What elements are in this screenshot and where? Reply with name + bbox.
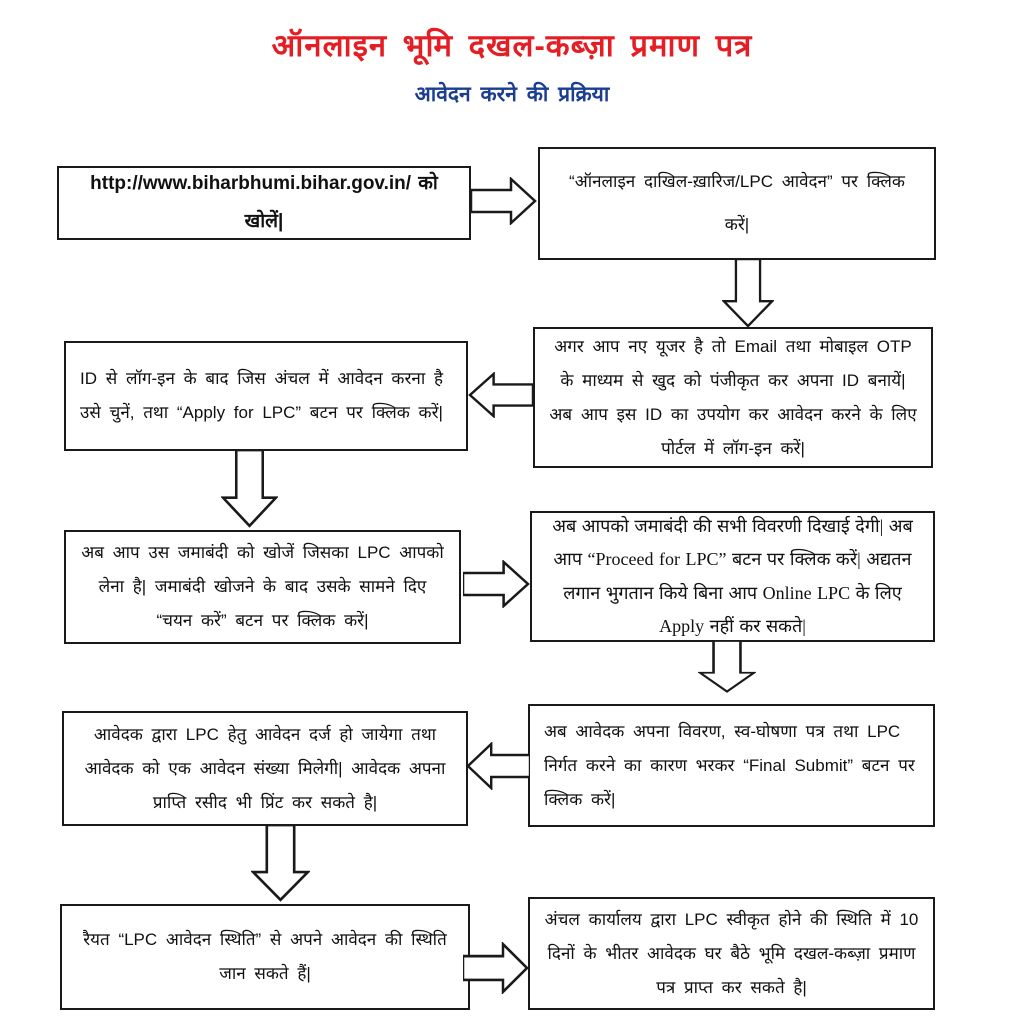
arrow-left-icon xyxy=(468,372,533,418)
page-subtitle: आवेदन करने की प्रक्रिया xyxy=(414,83,610,106)
connector-6-7 xyxy=(698,641,756,693)
flow-step-8-application-number-receipt: आवेदक द्वारा LPC हेतु आवेदन दर्ज हो जायेगा तथा आवेदक को एक आवेदन संख्या मिलेगी| आवेदक अपना प्राप्ति रसीद भी प्रिंट कर सकते है| xyxy=(62,711,468,826)
flow-step-10-receive-certificate: अंचल कार्यालय द्वारा LPC स्वीकृत होने की स्थिति में 10 दिनों के भीतर आवेदक घर बैठे भूमि दखल-कब्ज़ा प्रमाण पत्र प्राप्त कर सकते है| xyxy=(528,897,935,1010)
arrow-down-icon xyxy=(698,641,756,693)
arrow-right-icon xyxy=(463,560,530,608)
connector-3-4 xyxy=(468,372,533,418)
arrow-down-icon xyxy=(221,450,278,528)
flow-step-2-click-lpc-apply: “ऑनलाइन दाखिल-ख़ारिज/LPC आवेदन” पर क्लिक करें| xyxy=(538,147,936,260)
flow-step-9-check-application-status: रैयत “LPC आवेदन स्थिति” से अपने आवेदन की स्थिति जान सकते हैं| xyxy=(60,904,470,1010)
arrow-right-icon xyxy=(471,177,537,225)
connector-9-10 xyxy=(463,942,529,994)
flow-step-6-proceed-for-lpc: अब आपको जमाबंदी की सभी विवरणी दिखाई देगी| अब आप “Proceed for LPC” बटन पर क्लिक करें| अद्यतन लगान भुगतान किये बिना आप Online LPC के लिए Apply नहीं कर सकते| xyxy=(530,511,935,642)
flow-step-5-search-jamabandi: अब आप उस जमाबंदी को खोजें जिसका LPC आपको लेना है| जमाबंदी खोजने के बाद उसके सामने दिए “चयन करें” बटन पर क्लिक करें| xyxy=(64,530,461,644)
arrow-down-icon xyxy=(722,259,774,328)
connector-1-2 xyxy=(471,177,537,225)
arrow-down-icon xyxy=(251,825,310,902)
connector-5-6 xyxy=(463,560,530,608)
connector-8-9 xyxy=(251,825,310,902)
arrow-right-icon xyxy=(463,942,529,994)
page-title: ऑनलाइन भूमि दखल-कब्ज़ा प्रमाण पत्र xyxy=(271,28,753,63)
connector-7-8 xyxy=(466,742,530,790)
flow-step-7-final-submit: अब आवेदक अपना विवरण, स्व-घोषणा पत्र तथा LPC निर्गत करने का कारण भरकर “Final Submit” बटन पर क्लिक करें| xyxy=(528,704,935,827)
flow-step-3-register-login: अगर आप नए यूजर है तो Email तथा मोबाइल OTP के माध्यम से खुद को पंजीकृत कर अपना ID बनायें| अब आप इस ID का उपयोग कर आवेदन करने के लिए पोर्टल में लॉग-इन करें| xyxy=(533,327,933,468)
flow-step-4-select-anchal-apply: ID से लॉग-इन के बाद जिस अंचल में आवेदन करना है उसे चुनें, तथा “Apply for LPC” बटन पर क्लिक करें| xyxy=(64,341,468,451)
flow-step-1-open-website: http://www.biharbhumi.bihar.gov.in/ को खोलें| xyxy=(57,166,471,240)
connector-4-5 xyxy=(221,450,278,528)
connector-2-3 xyxy=(722,259,774,328)
arrow-left-icon xyxy=(466,742,530,790)
